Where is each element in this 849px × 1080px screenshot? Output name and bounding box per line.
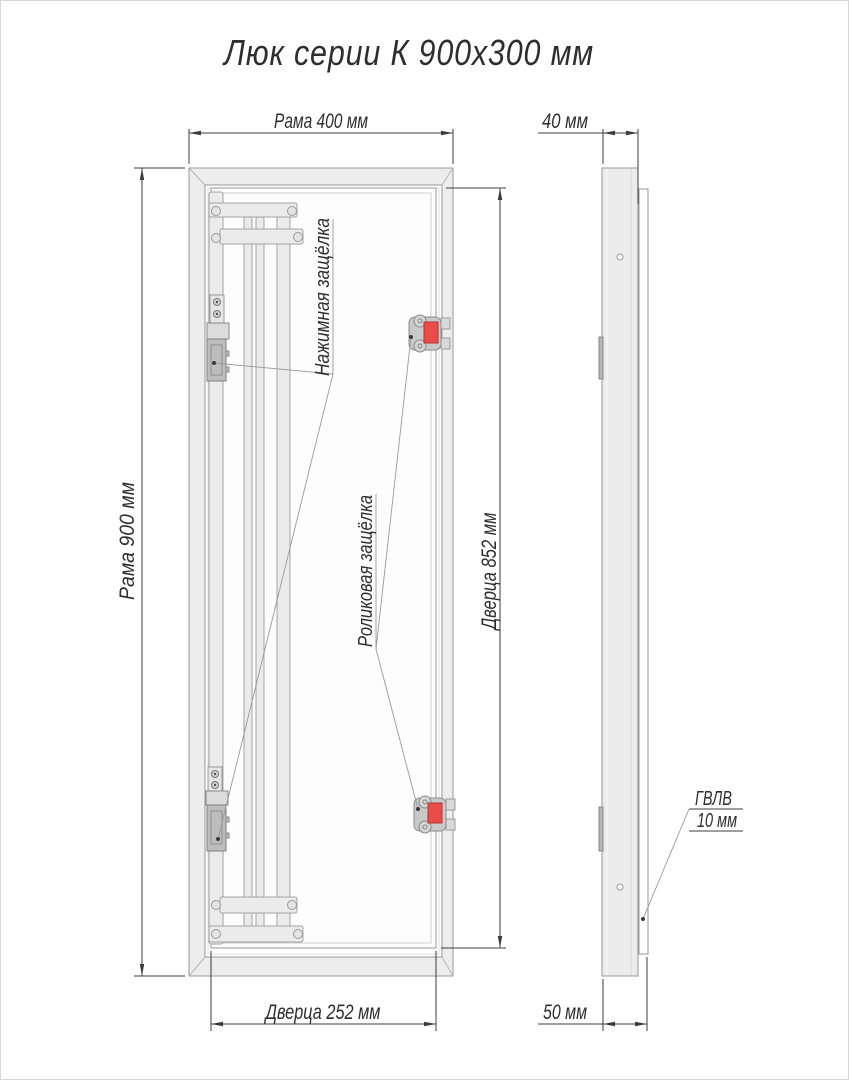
arrowhead [626, 131, 638, 135]
dimension-label-total-depth: 50 мм [543, 1001, 587, 1024]
screw-hole [214, 784, 216, 786]
dimension-label-frame-height: Рама 900 мм [116, 472, 139, 600]
side-latch-tab-bottom [599, 807, 603, 851]
hinge-bar-top-2 [220, 229, 303, 244]
latch-bracket [207, 323, 229, 339]
strike-tab [446, 819, 455, 830]
leader-dot [216, 837, 220, 841]
roller-red-block [428, 803, 442, 823]
gvl-thickness-label: 10 мм [697, 810, 738, 832]
knuckle [212, 207, 221, 216]
front-view [116, 110, 506, 1031]
arrowhead [140, 168, 144, 180]
knuckle [294, 233, 303, 242]
knuckle [212, 930, 221, 939]
arrowhead [424, 1022, 436, 1026]
gvl-panel-strip [639, 189, 648, 954]
knuckle [294, 930, 303, 939]
push-latch-label: Нажимная защёлка [312, 193, 334, 376]
arrowhead [211, 1022, 223, 1026]
screw-hole [214, 773, 216, 775]
hinge-bar-bottom-1 [220, 897, 297, 913]
technical-drawing [1, 1, 849, 1080]
arrowhead [189, 131, 201, 135]
arrowhead [498, 188, 502, 200]
dimension-label-depth: 40 мм [542, 110, 588, 133]
knuckle [212, 234, 221, 243]
hinge-rail-mid-2 [256, 217, 264, 930]
leader-dot [641, 917, 645, 921]
latch-lug [226, 817, 229, 822]
leader-line [643, 809, 689, 919]
screw-hole [617, 254, 623, 260]
strike-tab [441, 318, 450, 329]
gvl-material-label: ГВЛВ [695, 788, 732, 810]
callout-gvl-panel [641, 788, 743, 921]
screw-hole [216, 301, 218, 303]
side-latch-tab-top [599, 337, 603, 379]
leader-dot [409, 335, 413, 339]
hinge-bar-top-1 [209, 203, 297, 217]
page-title: Люк серии К 900х300 мм [222, 32, 594, 73]
side-view [538, 110, 743, 1031]
arrowhead [635, 1022, 647, 1026]
hinge-rail-mid-1 [244, 217, 252, 930]
roller-latch-label: Роликовая защёлка [355, 462, 377, 647]
dimension-frame-height [116, 168, 185, 976]
latch-lug [226, 833, 229, 838]
knuckle [288, 901, 297, 910]
dimension-label-door-height: Дверца 852 мм [478, 481, 501, 630]
leader-dot [416, 807, 420, 811]
screw-hole [216, 313, 218, 315]
arrowhead [140, 964, 144, 976]
dimension-frame-width [189, 110, 453, 164]
arrowhead [441, 131, 453, 135]
arrowhead [603, 131, 615, 135]
latch-bracket [206, 791, 228, 805]
arrowhead [498, 936, 502, 948]
strike-tab [446, 799, 455, 810]
latch-lug [226, 367, 229, 372]
arrowhead [603, 1022, 615, 1026]
dimension-label-frame-width: Рама 400 мм [274, 110, 368, 133]
screw-hole [617, 884, 623, 890]
leader-dot [212, 361, 216, 365]
dimension-label-door-width: Дверца 252 мм [263, 1001, 381, 1024]
roller-red-block [424, 322, 438, 343]
strike-tab [441, 338, 450, 349]
latch-lug [226, 351, 229, 356]
knuckle [288, 207, 297, 216]
hinge-bar-bottom-2 [209, 926, 303, 942]
knuckle [212, 901, 221, 910]
